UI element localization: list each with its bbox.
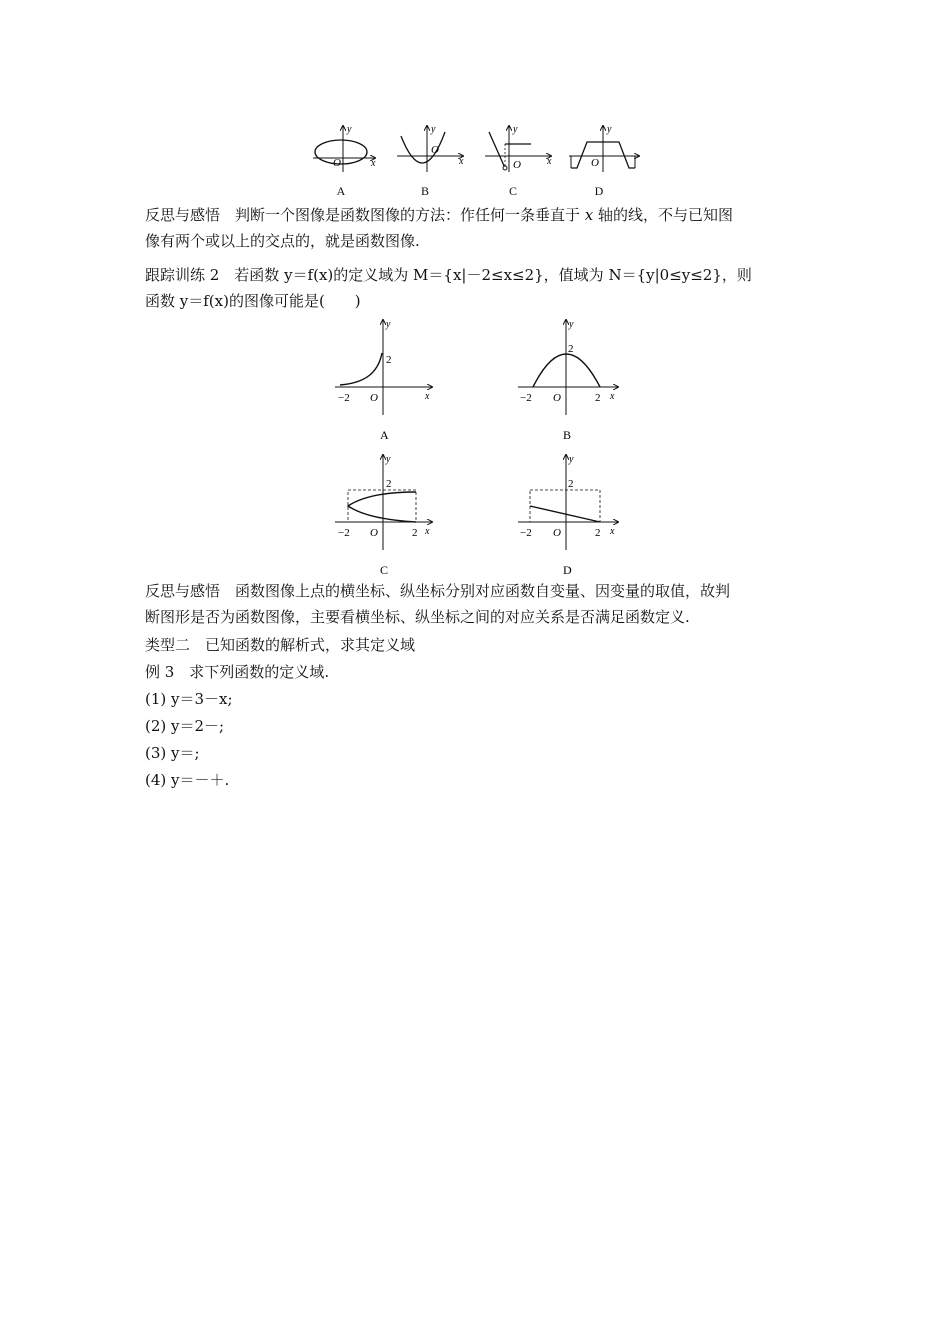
figure1-label-a: A [336,184,346,198]
graph2-d-tick-y: 2 [568,478,574,490]
graph2-b-tick-neg: −2 [520,392,532,404]
graph2-a-tick-neg: −2 [338,392,350,404]
graph2-b-tick-y: 2 [568,343,574,355]
graph-c-xlabel: x [547,156,552,167]
example-3-item-3: (3) y＝; [145,744,200,762]
graph2-c-tick-y: 2 [386,478,392,490]
graph-a-ellipse [313,124,376,172]
example-3-item-4: (4) y＝－＋. [145,771,230,789]
example-3-item-2: (2) y＝2－; [145,717,225,735]
graph-d-ylabel: y [607,124,612,135]
reflection-paragraph-1 [145,202,810,254]
graph2-d-ylabel: y [569,454,574,465]
para2-line1: 跟踪训练 2 若函数 y＝f(x)的定义域为 M＝{x|－2≤x≤2}，值域为 N＝{y|0≤y≤2}，则 [145,266,752,284]
figure-grid-2 [330,315,630,585]
graph2-c-tick-neg: −2 [338,527,350,539]
graph2-c-ylabel: y [386,454,391,465]
graph-d-trapezoid [569,124,639,172]
graph2-d-label: D [563,563,572,577]
graph-a-origin: O [333,157,341,169]
para1-x: x [584,206,594,224]
graph2-b-origin: O [553,392,561,404]
para1-line1b: 轴的线，不与已知图 [598,206,734,224]
graph-a-ylabel: y [347,124,352,135]
graph2-a-tick-y: 2 [386,354,392,366]
graph2-a-label: A [380,428,389,442]
figure-row-1 [305,122,645,178]
graph-c-ylabel: y [513,124,518,135]
reflection-paragraph-2 [145,578,810,630]
graph2-a [335,319,432,442]
graph2-a-xlabel: x [425,391,430,402]
graph2-a-ylabel: y [386,319,391,330]
graph2-c-xlabel: x [425,526,430,537]
graph2-c [335,454,432,577]
para3-line2: 断图形是否为函数图像，主要看横坐标、纵坐标之间的对应关系是否满足函数定义. [145,608,690,626]
graph2-d-origin: O [553,527,561,539]
graph2-b-tick-pos: 2 [595,392,601,404]
para1-line1: 反思与感悟 判断一个图像是函数图像的方法：作任何一条垂直于 [145,206,581,224]
graph-c-origin: O [513,159,521,171]
figure1-label-d: D [594,184,604,198]
exercise-2-paragraph [145,262,810,314]
graph2-a-origin: O [370,392,378,404]
figure1-label-b: B [420,184,429,198]
example-3-item-1: (1) y＝3－x; [145,690,233,708]
graph-d-origin: O [591,157,599,169]
graph2-c-origin: O [370,527,378,539]
example-3-heading: 例 3 求下列函数的定义域. [145,663,330,681]
graph2-d-xlabel: x [610,526,615,537]
graph2-b-xlabel: x [610,391,615,402]
graph-b-ylabel: y [431,124,436,135]
graph2-b [518,319,618,442]
graph2-d-tick-pos: 2 [595,527,601,539]
graph2-b-label: B [563,428,572,442]
graph2-d [518,454,618,577]
graph-a-xlabel: x [371,158,376,169]
graph2-c-tick-pos: 2 [412,527,418,539]
graph-b-origin: O [431,144,439,156]
graph2-d-tick-neg: −2 [520,527,532,539]
graph-b-xlabel: x [459,156,464,167]
para2-line2: 函数 y＝f(x)的图像可能是( ) [145,292,361,310]
para1-line2: 像有两个或以上的交点的，就是函数图像. [145,232,420,250]
graph-b-parabola [397,124,464,172]
graph-c-piecewise [485,124,552,172]
graph2-b-ylabel: y [569,319,574,330]
figure1-label-c: C [508,184,517,198]
graph2-c-label: C [380,563,389,577]
section-type-2: 类型二 已知函数的解析式，求其定义域 [145,636,416,654]
para3-line1: 反思与感悟 函数图像上点的横坐标、纵坐标分别对应函数自变量、因变量的取值，故判 [145,582,731,600]
